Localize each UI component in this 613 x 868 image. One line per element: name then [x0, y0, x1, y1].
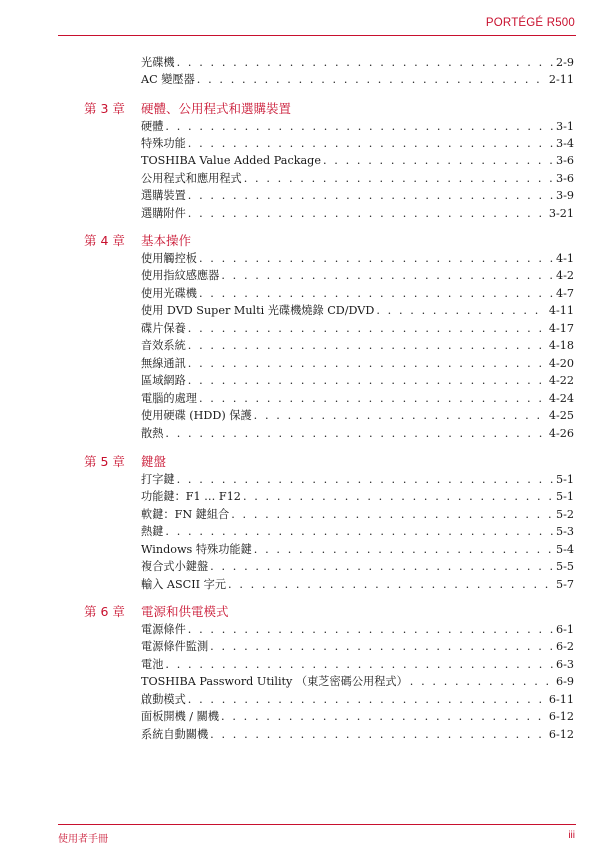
toc-entry[interactable]	[141, 576, 574, 593]
toc-entry-page: 3-6	[555, 172, 574, 185]
toc-entry-page: 3-9	[555, 189, 574, 202]
toc-entry-title: 區域網路	[141, 374, 186, 387]
toc-entry-title: 使用光碟機	[141, 287, 197, 300]
toc-entry-page: 2-11	[548, 73, 574, 86]
chapter-title: 硬體、公用程式和選購裝置	[141, 101, 292, 116]
dot-leader	[219, 267, 554, 284]
toc-entry-title: 電源條件監測	[141, 640, 209, 653]
chapter-heading[interactable]	[84, 99, 291, 119]
dot-leader	[163, 425, 546, 442]
toc-entry-title: 公用程式和應用程式	[141, 172, 242, 185]
toc-entry[interactable]	[141, 425, 574, 442]
dot-leader	[186, 691, 547, 708]
toc-entry[interactable]	[141, 302, 574, 319]
toc-entry[interactable]	[141, 267, 574, 284]
dot-leader	[208, 558, 554, 575]
toc-entry-title: 使用硬碟 (HDD) 保護	[141, 409, 252, 422]
dot-leader	[186, 320, 547, 337]
dot-leader	[175, 471, 554, 488]
toc-entry-page: 5-7	[555, 578, 574, 591]
toc-entry-title: 熱鍵	[141, 525, 164, 538]
toc-entry[interactable]	[141, 558, 574, 575]
toc-entry-title: TOSHIBA Value Added Package	[141, 154, 321, 167]
toc-entry[interactable]	[141, 372, 574, 389]
dot-leader	[186, 621, 554, 638]
dot-leader	[242, 170, 554, 187]
chapter-title: 電源和供電模式	[141, 604, 229, 619]
toc-entry-page: 4-24	[548, 392, 574, 405]
toc-entry-title: 複合式小鍵盤	[141, 560, 209, 573]
dot-leader	[197, 390, 547, 407]
toc-entry-title: 音效系統	[141, 339, 186, 352]
dot-leader	[219, 708, 547, 725]
chapter-title: 鍵盤	[141, 454, 167, 469]
toc-entry[interactable]	[141, 656, 574, 673]
toc-entry-title: 系統自動關機	[141, 728, 209, 741]
footer-page-number: iii	[568, 830, 575, 841]
dot-leader	[252, 407, 547, 424]
toc-entry-title: 面板開機 / 關機	[141, 710, 220, 723]
dot-leader	[195, 71, 547, 88]
dot-leader	[321, 152, 554, 169]
toc-entry-title: 碟片保養	[141, 322, 186, 335]
toc-entry-page: 4-25	[548, 409, 574, 422]
toc-entry[interactable]	[141, 708, 574, 725]
toc-entry[interactable]	[141, 638, 574, 655]
dot-leader	[252, 541, 554, 558]
toc-entry[interactable]	[141, 205, 574, 222]
toc-entry-page: 4-22	[548, 374, 574, 387]
toc-entry[interactable]	[141, 152, 574, 169]
toc-entry-page: 4-11	[548, 304, 574, 317]
dot-leader	[208, 726, 547, 743]
toc-entry[interactable]	[141, 250, 574, 267]
toc-entry-title: 輸入 ASCII 字元	[141, 578, 227, 591]
toc-entry-title: Windows 特殊功能鍵	[141, 543, 252, 556]
toc-entry[interactable]	[141, 71, 574, 88]
dot-leader	[197, 285, 554, 302]
toc-entry-page: 3-6	[555, 154, 574, 167]
dot-leader	[197, 250, 554, 267]
toc-entry-page: 5-3	[555, 525, 574, 538]
toc-entry-page: 5-1	[555, 490, 574, 503]
toc-entry[interactable]	[141, 621, 574, 638]
toc-entry[interactable]	[141, 285, 574, 302]
dot-leader	[163, 523, 554, 540]
chapter-number: 第 6 章	[84, 604, 125, 619]
toc-entry-title: 打字鍵	[141, 473, 175, 486]
toc-entry[interactable]	[141, 523, 574, 540]
dot-leader	[374, 302, 547, 319]
toc-entry-title: 硬體	[141, 120, 164, 133]
dot-leader	[408, 673, 554, 690]
toc-entry[interactable]	[141, 54, 574, 71]
toc-entry[interactable]	[141, 320, 574, 337]
toc-entry[interactable]	[141, 337, 574, 354]
toc-entry-page: 6-3	[555, 658, 574, 671]
toc-entry-title: TOSHIBA Password Utility （東芝密碼公用程式）	[141, 675, 408, 688]
toc-entry[interactable]	[141, 187, 574, 204]
toc-entry[interactable]	[141, 170, 574, 187]
toc-entry-page: 5-5	[555, 560, 574, 573]
dot-leader	[175, 54, 554, 71]
toc-entry[interactable]	[141, 118, 574, 135]
running-header-title: PORTÉGÉ R500	[485, 17, 575, 29]
toc-entry-page: 2-9	[555, 56, 574, 69]
toc-entry-title: 軟鍵：FN 鍵組合	[141, 508, 230, 521]
toc-entry-page: 6-9	[555, 675, 574, 688]
dot-leader	[186, 355, 547, 372]
dot-leader	[186, 372, 547, 389]
toc-entry-page: 6-12	[548, 710, 574, 723]
dot-leader	[226, 576, 554, 593]
dot-leader	[186, 337, 547, 354]
toc-entry-page: 6-1	[555, 623, 574, 636]
toc-entry-title: 散熱	[141, 427, 164, 440]
toc-entry-title: 啟動模式	[141, 693, 186, 706]
dot-leader	[241, 488, 554, 505]
toc-entry-page: 4-1	[555, 252, 574, 265]
toc-entry-page: 3-1	[555, 120, 574, 133]
toc-entry-page: 4-17	[548, 322, 574, 335]
toc-entry-title: 無線通訊	[141, 357, 186, 370]
toc-entry-title: AC 變壓器	[141, 73, 195, 86]
dot-leader	[186, 205, 547, 222]
toc-entry-page: 3-4	[555, 137, 574, 150]
toc-entry-title: 功能鍵：F1 … F12	[141, 490, 241, 503]
toc-entry-page: 5-4	[555, 543, 574, 556]
toc-entry-page: 4-20	[548, 357, 574, 370]
dot-leader	[208, 638, 554, 655]
toc-entry[interactable]	[141, 488, 574, 505]
chapter-title: 基本操作	[141, 233, 192, 248]
footer-rule	[58, 824, 576, 825]
chapter-heading[interactable]	[84, 231, 191, 251]
chapter-heading[interactable]	[84, 602, 229, 622]
dot-leader	[186, 187, 554, 204]
chapter-number: 第 5 章	[84, 454, 125, 469]
toc-entry[interactable]	[141, 355, 574, 372]
toc-entry-title: 電池	[141, 658, 164, 671]
toc-entry-title: 使用觸控板	[141, 252, 197, 265]
chapter-number: 第 4 章	[84, 233, 125, 248]
footer-manual-title: 使用者手冊	[58, 834, 108, 845]
toc-entry-page: 6-2	[555, 640, 574, 653]
dot-leader	[163, 656, 554, 673]
chapter-number: 第 3 章	[84, 101, 125, 116]
toc-entry[interactable]	[141, 135, 574, 152]
header-rule	[58, 35, 576, 36]
toc-entry-page: 6-11	[548, 693, 574, 706]
toc-entry[interactable]	[141, 726, 574, 743]
toc-entry[interactable]	[141, 541, 574, 558]
toc-entry-title: 電源條件	[141, 623, 186, 636]
toc-entry[interactable]	[141, 691, 574, 708]
toc-entry-page: 5-1	[555, 473, 574, 486]
toc-entry-title: 特殊功能	[141, 137, 186, 150]
chapter-heading[interactable]	[84, 452, 166, 472]
dot-leader	[163, 118, 554, 135]
toc-entry-title: 光碟機	[141, 56, 175, 69]
toc-entry-page: 4-7	[555, 287, 574, 300]
toc-entry[interactable]	[141, 506, 574, 523]
toc-entry-title: 選購附件	[141, 207, 186, 220]
toc-entry-page: 3-21	[548, 207, 574, 220]
dot-leader	[229, 506, 554, 523]
toc-entry-page: 6-12	[548, 728, 574, 741]
toc-entry-page: 4-26	[548, 427, 574, 440]
toc-entry[interactable]	[141, 407, 574, 424]
dot-leader	[186, 135, 554, 152]
toc-entry[interactable]	[141, 673, 574, 690]
toc-entry[interactable]	[141, 390, 574, 407]
toc-entry-title: 電腦的處理	[141, 392, 197, 405]
toc-entry-page: 4-18	[548, 339, 574, 352]
toc-entry-title: 使用 DVD Super Multi 光碟機燒錄 CD/DVD	[141, 304, 375, 317]
toc-entry-title: 選購裝置	[141, 189, 186, 202]
toc-entry[interactable]	[141, 471, 574, 488]
toc-entry-page: 5-2	[555, 508, 574, 521]
toc-entry-title: 使用指紋感應器	[141, 269, 220, 282]
toc-entry-page: 4-2	[555, 269, 574, 282]
